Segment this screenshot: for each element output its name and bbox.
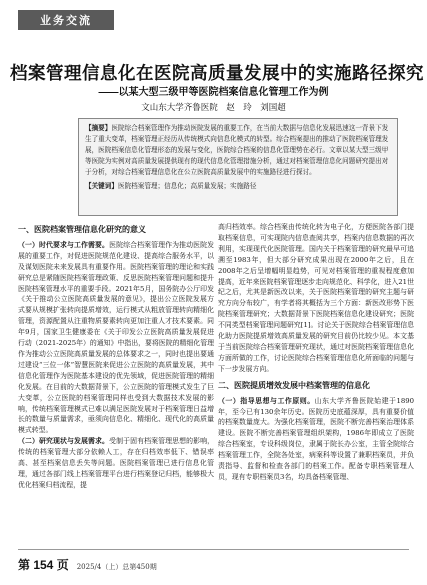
abstract-text: 医院综合档案管理作为推动医院发展的重要工作，在当前大数据与信息化发展迅速这一背景下发生了重大变革，档案管理正经历从传统模式向信息化模式的转型。综合档案提出的推动了医院档案管理发展，医院档案信息化管理形态的发展与变化，医院综合档案的信息化管理势在必行。文章以某大型三级甲等医院为实例对高质量发展提供现有的现代信息化管理措施分析，通过对档案管理信息化问题研究提出对于分析，对综合档案管理信息化在公立医院高质量发展中的实施路径进行探讨。: [85, 124, 389, 176]
abstract-label: 【摘要】: [85, 124, 112, 132]
section-tab: 业务交流: [18, 10, 114, 30]
subsection-heading: （一）时代要求与工作需要。: [18, 240, 110, 249]
paragraph-text: 医院综合档案管理作为推动医院发展的重要工作，对促进医院规范化建设、提高综合服务水平，以及谋划医院未来发展具有重要作用。医院档案管理的理论和实践研究总是紧随医院档案管理政策、反思医院档案管理问题和提升医院档案管理水平的重要手段。2021年5月，国务院办公厅印发《关于推动公立医院高质量发展的意见》，提出公立医院发展方式要从规模扩张转向提质增效，运行模式从粗放管理转向精细化管理，资源配置从注重物质要素转向更加注重人才技术要素。同年9月，国家卫生健康委在《关于印发公立医院高质量发展促进行动（2021-2025年）的通知》中指出，要将医院的精细化管理作为推动公立医院高质量发展的总体要求之一，同时也提出要通过建设“三位一体”智慧医院来促进公立医院的高质量发展，其中信息化管理作为医院基本建设的优先领域，促进医院管理的精细化发展。在目前的大数据背景下，公立医院的管理模式发生了巨大变革，公立医院的档案管理同样也受到大数据技术发展的影响，传统档案管理模式已难以满足医院发展对于档案管理日益增长的数量与质量需求，亟须向信息化、精细化、现代化的高质量模式转型。: [18, 240, 215, 435]
section-heading-1: 一、医院档案管理信息化研究的意义: [18, 225, 146, 234]
left-column: [18, 222, 214, 491]
paragraph-text: 山东大学齐鲁医院始建于1890年，至今已有130余年历史。医院历史底蕴深厚，具有重要价值的档案数量庞大。为强化档案管理，医院不断完善档案治理体系建设。医院不断完善档案管理组织架构，1986年即成立了医院综合档案室，专设科级岗位，隶属于院长办公室，主管全院综合档案管理工作，全院各处室，病案科等设置了兼职档案员，并负责指导、监督和检查各部门的档案工作。配备专职档案管理人员，现有专职档案员3名，均具备档案管理、: [218, 396, 414, 481]
keywords-text: 医院档案管理；信息化；高质量发展；实施路径: [117, 181, 257, 190]
page-number: 第 154 页: [18, 558, 69, 572]
paragraph: 高归档效率。综合档案由传统化转为电子化，方便医院各部门提取档案信息，可实现院内信息查阅共享，档案内信息数据的再次利用，实现现代化医院管理。国内关于档案管理的研究最早可追溯至1983年，但大部分研究成果出现在2000年之后，且在2008年之后呈增幅明显趋势，可见对档案管理的重视程度愈加提高，近年来医院档案管理逐步走向规范化、科学化，进入21世纪之后，尤其是新医改以来，关于医院档案管理的研究主题与研究方向分布较广，有学者将其概括为三个方面：新医改形势下医院档案管理研究；大数据背景下医院档案信息化建设研究；医院不同类型档案管理问题研究[1]。讨论关于医院综合档案管理信息化助力医院提质增效高质量发展的研究目前仍比较少见。本文基于当前医院综合档案管理研究现状，通过对医院档案管理信息化方面所做的工作，讨论医院综合档案管理信息化所面临的问题与下一步发展方向。: [218, 223, 414, 373]
page-footer: [18, 556, 157, 572]
keywords-line: [85, 181, 391, 192]
paragraph-text: 受制于固有档案管理思想的影响，传统的档案管理大部分依赖人工，存在归档效率低下、错误率高、甚至档案信息丢失等问题。医院档案管理已进行信息化管理，通过各部门线上档案管理平台进行档案登记归档，能够极大优化档案归档流程，提: [18, 437, 215, 489]
section-heading-2: 二、医院提质增效发展中档案管理的信息化: [218, 380, 370, 390]
right-column: [218, 222, 414, 483]
keywords-label: 【关键词】: [85, 181, 118, 190]
article-title: 档案管理信息化在医院高质量发展中的实施路径探究: [10, 63, 424, 83]
abstract-box: [78, 118, 398, 216]
article-subtitle: ——以某大型三级甲等医院档案信息化管理工作为例: [98, 87, 329, 98]
subsection-heading: （二）研究现状与发展需求。: [18, 437, 110, 446]
issue-info: 2025/4（上）总第450期: [76, 563, 157, 571]
footer-divider: [18, 549, 409, 550]
article-authors: 文山东大学齐鲁医院 赵 玲 刘国超: [141, 103, 286, 113]
abstract-paragraph: [85, 123, 391, 178]
subsection-heading: （一）指导思想与工作原则。: [218, 396, 315, 405]
